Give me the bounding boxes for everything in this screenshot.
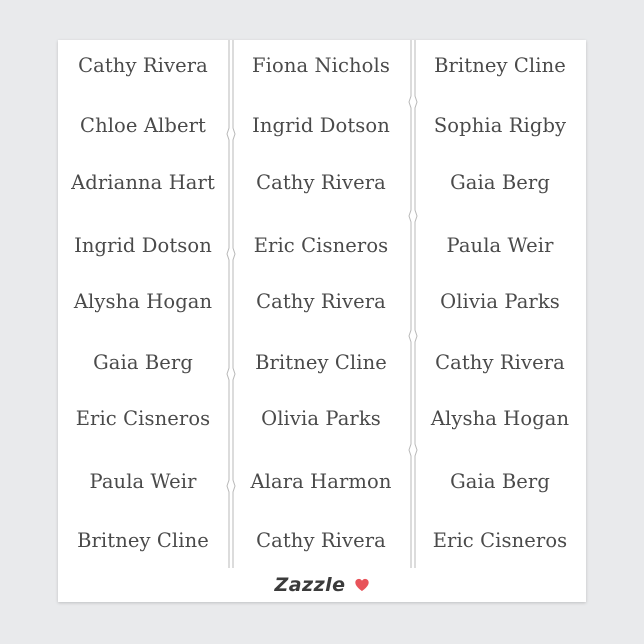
name-label: Eric Cisneros	[253, 234, 389, 257]
label-column-1	[58, 40, 228, 568]
column-divider	[408, 40, 418, 568]
name-label: Adrianna Hart	[71, 171, 215, 194]
name-label: Eric Cisneros	[75, 407, 211, 430]
label-column-3	[414, 40, 586, 568]
name-label: Ingrid Dotson	[74, 234, 212, 257]
column-divider	[226, 40, 236, 568]
name-label: Britney Cline	[434, 54, 566, 77]
name-label: Alysha Hogan	[430, 407, 570, 430]
label-column-2	[232, 40, 410, 568]
brand-footer	[58, 568, 586, 602]
name-label: Cathy Rivera	[435, 351, 565, 374]
name-label: Chloe Albert	[80, 114, 206, 137]
name-label: Gaia Berg	[450, 171, 550, 194]
zazzle-logo: Zazzle	[274, 574, 346, 596]
name-label: Alysha Hogan	[73, 290, 213, 313]
name-label: Paula Weir	[89, 470, 197, 493]
name-label: Gaia Berg	[450, 470, 550, 493]
name-label: Eric Cisneros	[432, 529, 568, 552]
name-label: Britney Cline	[77, 529, 209, 552]
name-label: Olivia Parks	[261, 407, 381, 430]
name-label: Cathy Rivera	[78, 54, 208, 77]
name-label-grid	[58, 40, 586, 568]
heart-icon	[354, 577, 370, 593]
sticker-sheet	[58, 40, 586, 602]
name-label: Ingrid Dotson	[252, 114, 390, 137]
name-label: Sophia Rigby	[433, 114, 567, 137]
name-label: Alara Harmon	[250, 470, 392, 493]
name-label: Britney Cline	[255, 351, 387, 374]
name-label: Cathy Rivera	[256, 290, 386, 313]
name-label: Paula Weir	[446, 234, 554, 257]
name-label: Gaia Berg	[93, 351, 193, 374]
name-label: Cathy Rivera	[256, 529, 386, 552]
name-label: Fiona Nichols	[252, 54, 390, 77]
name-label: Olivia Parks	[440, 290, 560, 313]
name-label: Cathy Rivera	[256, 171, 386, 194]
